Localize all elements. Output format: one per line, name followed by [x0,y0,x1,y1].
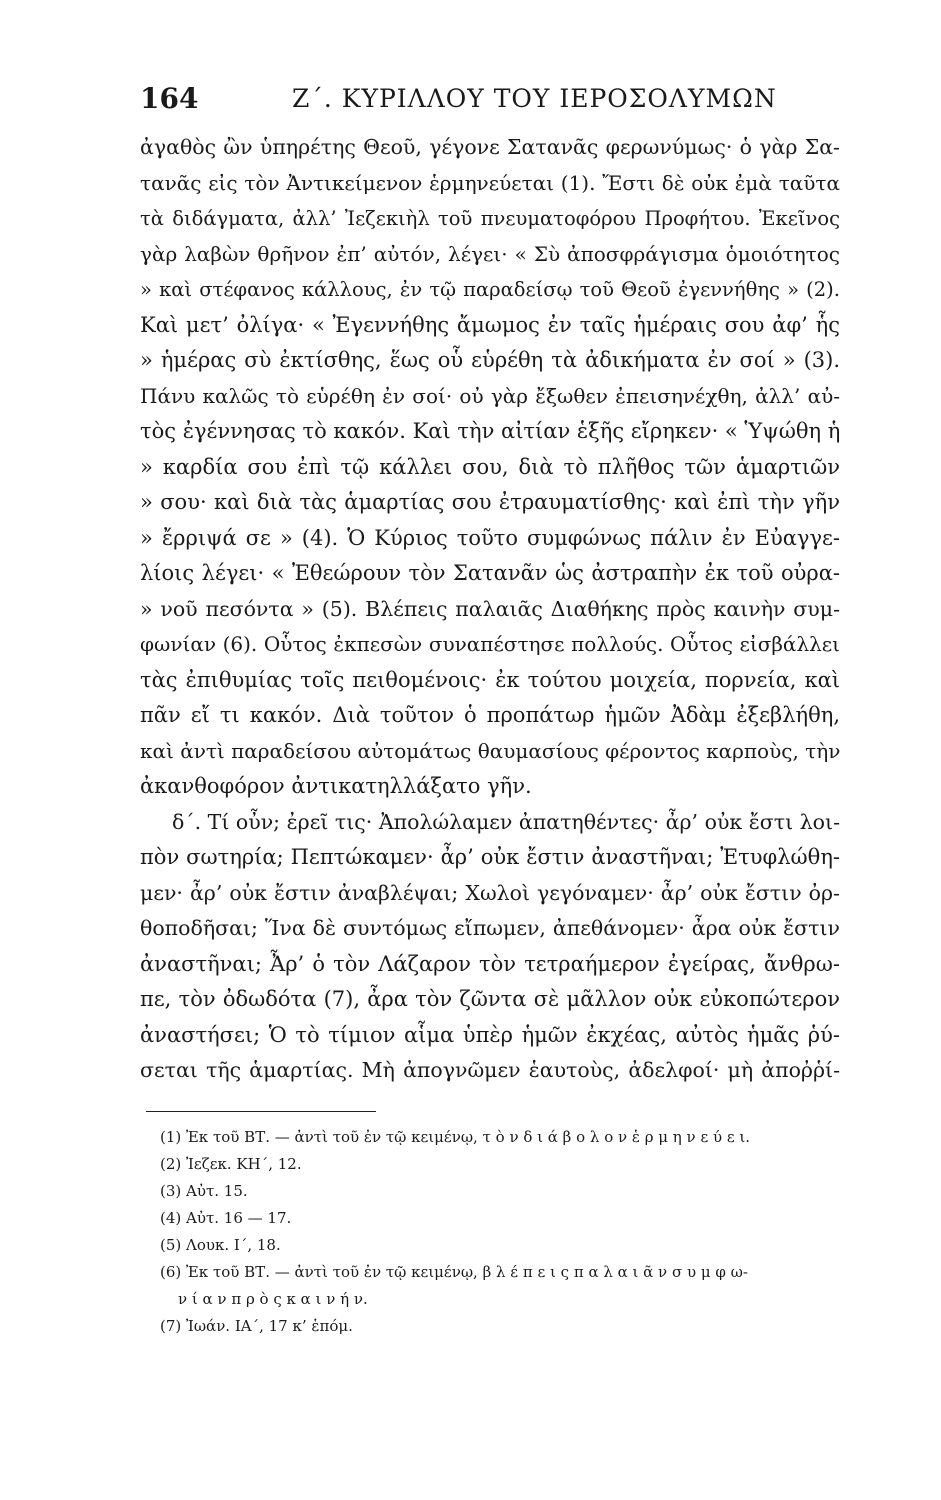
text-line: ἀκανθοφόρον ἀντικατηλλάξατο γῆν. [140,774,532,798]
text-line: πὸν σωτηρία; Πεπτώκαμεν· ἆρ’ οὐκ ἔστιν ἀναστῆναι; Ἐτυφλώθη- [140,845,840,869]
text-line: πᾶν εἴ τι κακόν. Διὰ τοῦτον ὁ προπάτωρ ἡμῶν Ἀδὰμ ἐξεβλήθη, [140,703,840,727]
text-line: πε, τὸν ὀδωδότα (7), ἆρα τὸν ζῶντα σὲ μᾶλλον οὐκ εὐκοπώτερον [140,987,840,1011]
text-line: δ΄. Τί οὖν; ἐρεῖ τις· Ἀπολώλαμεν ἀπατηθέντες· ἆρ’ οὐκ ἔστι λοι- [172,809,840,834]
text-line: » σου· καὶ διὰ τὰς ἁμαρτίας σου ἐτραυματίσθης· καὶ ἐπὶ τὴν γῆν [140,490,840,514]
text-line: ἀγαθὸς ὢν ὑπηρέτης Θεοῦ, γέγονε Σατανᾶς φερωνύμως· ὁ γὰρ Σα- [140,135,840,159]
main-text [140,130,840,1089]
text-line: τὸς ἐγέννησας τὸ κακόν. Καὶ τὴν αἰτίαν ἑξῆς εἴρηκεν· « Ὑψώθη ἡ [140,419,841,443]
footnote-divider [146,1111,376,1112]
text-line: » καὶ στέφανος κάλλους, ἐν τῷ παραδείσῳ τοῦ Θεοῦ ἐγεννήθης » (2). [140,278,840,301]
footnote: (4) Αὐτ. 16 — 17. [160,1209,292,1227]
page-header [140,82,840,122]
text-line: ἀναστήσει; Ὁ τὸ τίμιον αἷμα ὑπὲρ ἡμῶν ἐκχέας, αὐτὸς ἡμᾶς ῥύ- [140,1022,840,1047]
text-line: τανᾶς εἰς τὸν Ἀντικείμενον ἑρμηνεύεται (1). Ἔστι δὲ οὐκ ἐμὰ ταῦτα [140,170,840,195]
text-line: τὰς ἐπιθυμίας τοῖς πειθομένοις· ἐκ τούτου μοιχεία, πορνεία, καὶ [140,667,840,692]
text-line: » καρδία σου ἐπὶ τῷ κάλλει σου, διὰ τὸ πλῆθος τῶν ἁμαρτιῶν [140,454,840,479]
text-line: » ἔρριψά σε » (4). Ὁ Κύριος τοῦτο συμφώνως πάλιν ἐν Εὐαγγε- [140,525,840,550]
footnote: (1) Ἐκ τοῦ ΒΤ. — ἀντὶ τοῦ ἐν τῷ κειμένῳ, τ ὸ ν δ ι ά β ο λ ο ν ἑ ρ μ η ν ε ύ ε ι. [160,1128,751,1146]
text-line: ἀναστῆναι; Ἆρ’ ὁ τὸν Λάζαρον τὸν τετραήμερον ἐγείρας, ἄνθρω- [140,951,840,976]
text-line: θοποδῆσαι; Ἵνα δὲ συντόμως εἴπωμεν, ἀπεθάνομεν· ἆρα οὐκ ἔστιν [140,916,840,940]
text-line: σεται τῆς ἁμαρτίας. Μὴ ἀπογνῶμεν ἑαυτοὺς, ἀδελφοί· μὴ ἀποῤῥί- [140,1058,840,1082]
text-line: γὰρ λαβὼν θρῆνον ἐπ’ αὐτόν, λέγει· « Σὺ ἀποσφράγισμα ὁμοιότητος [140,241,840,266]
text-line: » νοῦ πεσόντα » (5). Βλέπεις παλαιᾶς Διαθήκης πρὸς καινὴν συμ- [140,596,840,621]
text-line: Πάνυ καλῶς τὸ εὑρέθη ἐν σοί· οὐ γὰρ ἔξωθεν ἐπεισηνέχθη, ἀλλ’ αὐ- [140,383,840,408]
text-line: λίοις λέγει· « Ἐθεώρουν τὸν Σατανᾶν ὡς ἀστραπὴν ἐκ τοῦ οὐρα- [140,561,840,585]
text-line: Καὶ μετ’ ὀλίγα· « Ἐγεννήθης ἄμωμος ἐν ταῖς ἡμέραις σου ἀφ’ ἧς [140,312,840,337]
text-line: » ἡμέρας σὺ ἐκτίσθης, ἕως οὗ εὑρέθη τὰ ἀδικήματα ἐν σοί » (3). [140,348,840,372]
footnote: ν ί α ν π ρ ὸ ς κ α ι ν ή ν. [178,1290,368,1308]
footnote: (5) Λουκ. Ι΄, 18. [160,1236,281,1254]
footnote: (6) Ἐκ τοῦ ΒΤ. — ἀντὶ τοῦ ἐν τῷ κειμένῳ, β λ έ π ε ι ς π α λ α ι ᾶ ν σ υ μ φ ω- [160,1263,748,1281]
footnote: (2) Ἰεζεκ. ΚΗ΄, 12. [160,1155,302,1173]
text-line: τὰ διδάγματα, ἀλλ’ Ἰεζεκιὴλ τοῦ πνευματοφόρου Προφήτου. Ἐκεῖνος [140,207,840,230]
text-line: μεν· ἆρ’ οὐκ ἔστιν ἀναβλέψαι; Χωλοὶ γεγόναμεν· ἆρ’ οὐκ ἔστιν ὀρ- [140,880,840,905]
text-line: φωνίαν (6). Οὗτος ἐκπεσὼν συναπέστησε πολλούς. Οὗτος εἰσβάλλει [140,632,840,656]
running-title: Ζ΄. ΚΥΡΙΛΛΟΥ ΤΟΥ ΙΕΡΟΣΟΛΥΜΩΝ [292,84,777,113]
footnotes [160,1124,840,1340]
page-number: 164 [140,82,199,115]
footnote: (7) Ἰωάν. ΙΑ΄, 17 κ’ ἑπόμ. [160,1317,353,1335]
text-line: καὶ ἀντὶ παραδείσου αὐτομάτως θαυμασίους φέροντος καρποὺς, τὴν [140,738,841,763]
footnote: (3) Αὐτ. 15. [160,1182,248,1200]
